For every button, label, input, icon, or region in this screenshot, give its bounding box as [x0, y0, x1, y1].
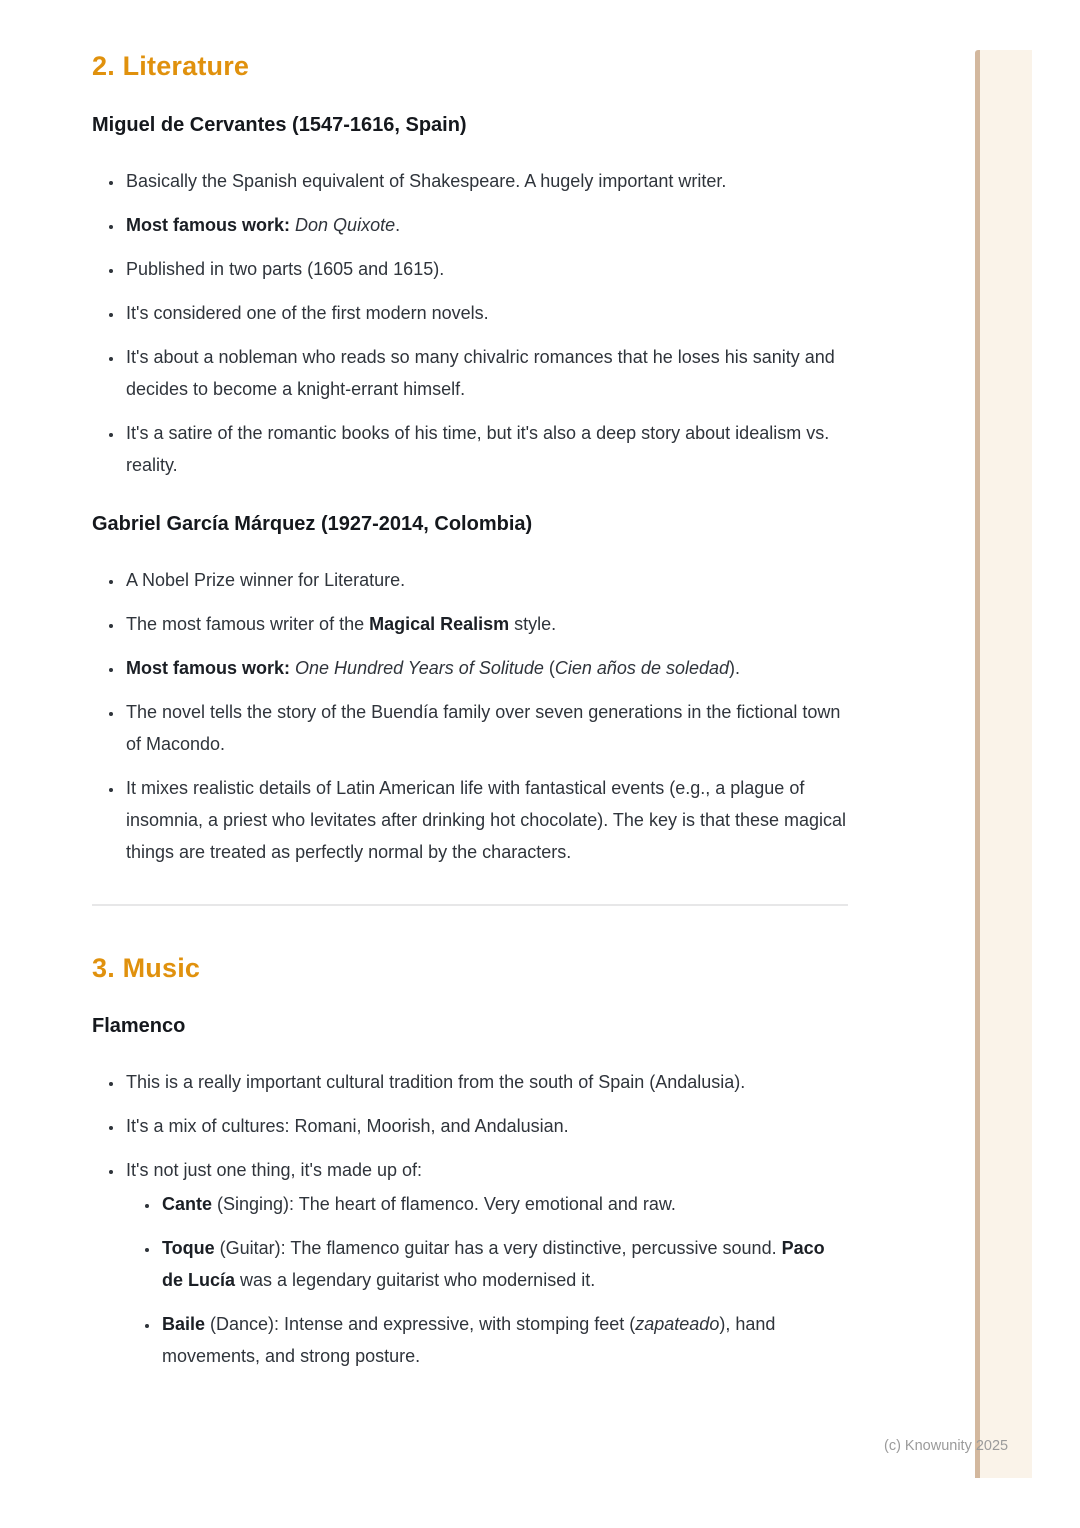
text-segment: (Dance): Intense and expressive, with stomping feet (	[205, 1314, 636, 1335]
text-segment: .	[395, 214, 401, 235]
text-segment: was a legendary guitarist who modernised it.	[235, 1270, 596, 1291]
list-item	[124, 772, 848, 868]
list-item	[124, 253, 848, 285]
list-item	[124, 417, 848, 481]
bullet-list	[92, 165, 848, 481]
list-item	[124, 297, 848, 329]
copyright-watermark: (c) Knowunity 2025	[884, 1438, 1009, 1454]
text-segment: One Hundred Years of Solitude	[295, 657, 544, 678]
sub-list-item	[160, 1308, 848, 1372]
text-segment: Baile	[162, 1314, 206, 1335]
list-item	[124, 165, 848, 197]
text-segment: It's considered one of the first modern novels.	[126, 302, 489, 323]
bullet-list	[92, 564, 848, 868]
list-item	[124, 1066, 848, 1098]
list-item	[124, 1110, 848, 1142]
section-heading: 2. Literature	[92, 51, 250, 81]
list-item	[124, 652, 848, 684]
list-item	[124, 696, 848, 760]
text-segment: (Singing): The heart of flamenco. Very emotional and raw.	[212, 1194, 676, 1215]
text-segment: It's a mix of cultures: Romani, Moorish, and Andalusian.	[126, 1116, 569, 1137]
text-segment: (	[543, 657, 555, 678]
bullet-list	[92, 1066, 848, 1372]
text-segment: Cante	[162, 1194, 213, 1215]
list-item	[124, 341, 848, 405]
text-segment: Magical Realism	[369, 613, 510, 634]
text-segment: style.	[509, 613, 557, 634]
text-segment: A Nobel Prize winner for Literature.	[126, 569, 406, 590]
sub-bullet-list	[126, 1188, 848, 1372]
list-item	[124, 564, 848, 596]
text-segment: Published in two parts (1605 and 1615).	[126, 258, 445, 279]
text-segment: Toque	[162, 1238, 215, 1259]
text-segment: Most famous work:	[126, 214, 291, 235]
note-content	[92, 52, 848, 1384]
subsection-title: Gabriel García Márquez (1927-2014, Colombia)	[92, 512, 533, 535]
next-page-edge	[975, 50, 1032, 1478]
text-segment: It's not just one thing, it's made up of:	[126, 1160, 423, 1181]
text-segment: The most famous writer of the	[126, 613, 370, 634]
text-segment: ).	[729, 657, 741, 678]
text-segment: The novel tells the story of the Buendía family over seven generations in the fictional town of Macondo.	[126, 701, 841, 754]
text-segment: Paco de Lucía	[162, 1238, 825, 1291]
list-item	[124, 1154, 848, 1372]
text-segment: Don Quixote	[295, 214, 396, 235]
sub-list-item	[160, 1188, 848, 1220]
text-segment: Basically the Spanish equivalent of Shakespeare. A hugely important writer.	[126, 170, 727, 191]
text-segment: It's a satire of the romantic books of his time, but it's also a deep story about idealism vs. reality.	[126, 422, 830, 475]
text-segment: ), hand movements, and strong posture.	[162, 1314, 776, 1367]
subsection-title: Flamenco	[92, 1015, 186, 1038]
subsection-title: Miguel de Cervantes (1547-1616, Spain)	[92, 113, 467, 136]
text-segment: This is a really important cultural tradition from the south of Spain (Andalusia).	[126, 1072, 746, 1093]
text-segment: (Guitar): The flamenco guitar has a very distinctive, percussive sound.	[214, 1238, 782, 1259]
list-item	[124, 209, 848, 241]
text-segment: Cien años de soledad	[554, 657, 730, 678]
section-divider	[92, 904, 848, 906]
text-segment: It mixes realistic details of Latin American life with fantastical events (e.g., a plague of insomnia, a priest who levitates after drinking hot chocolate). The key is that these magical things are treated as perfectly normal by the characters.	[126, 777, 847, 862]
text-segment: Most famous work:	[126, 657, 291, 678]
text-segment: It's about a nobleman who reads so many chivalric romances that he loses his sanity and decides to become a knight-errant himself.	[126, 346, 835, 399]
section-heading: 3. Music	[92, 952, 201, 983]
list-item	[124, 608, 848, 640]
sub-list-item	[160, 1232, 848, 1296]
text-segment: zapateado	[635, 1314, 720, 1335]
